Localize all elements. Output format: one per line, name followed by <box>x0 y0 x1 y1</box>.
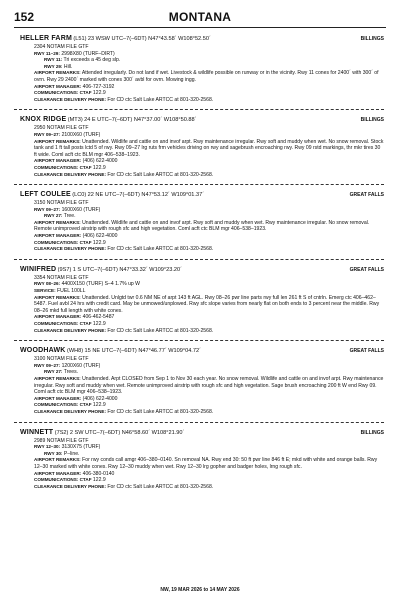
ctaf-frequency: 122.9 <box>92 164 106 171</box>
communications-label: COMMUNICATIONS: CTAF <box>34 402 92 408</box>
communications-label: COMMUNICATIONS: CTAF <box>34 90 92 96</box>
clearance-label: CLEARANCE DELIVERY PHONE: <box>34 96 106 102</box>
airport-list <box>20 34 384 493</box>
entry-title <box>20 34 384 44</box>
airport-remarks: Unattended. Arpt CLOSED from Sep 1 to Nov 30 each year. No snow removal. Wildlife and cattle on and invof arpt. Rwy maintenance irregular. Rwy soft and muddy when wet. Remote unimproved airstrip with rough sfc and high vegetation. Sage brush encroaching 200 ft W end Rwy 09. Coml acft ctc BLM mgr 406–538–1923. <box>34 375 384 396</box>
clearance-label: CLEARANCE DELIVERY PHONE: <box>34 327 106 333</box>
ctaf-frequency: 122.9 <box>92 477 106 484</box>
airport-location: 2 SW UTC–7(–6DT) N46°58.60´ W108°21.90´ <box>69 429 185 436</box>
entry-title <box>20 115 384 125</box>
clearance-label: CLEARANCE DELIVERY PHONE: <box>34 408 106 414</box>
runway-value: 4400X150 (TURF) S–4 1.7% up W <box>61 281 140 288</box>
manager-label: AIRPORT MANAGER: <box>34 314 82 320</box>
remarks-label: AIRPORT REMARKS: <box>34 219 81 225</box>
entry-separator <box>14 422 384 423</box>
airport-entry <box>20 428 384 494</box>
manager-label: AIRPORT MANAGER: <box>34 83 82 89</box>
airport-entry <box>20 346 384 418</box>
sectional-region: BILLINGS <box>360 117 384 124</box>
elevation-notam: 3150 NOTAM FILE GTF <box>34 200 89 207</box>
elevation-notam: 2950 NOTAM FILE GTF <box>34 125 89 132</box>
elevation-notam: 2304 NOTAM FILE GTF <box>34 44 89 50</box>
remarks-label: AIRPORT REMARKS: <box>34 457 81 463</box>
sectional-region: GREAT FALLS <box>349 266 384 273</box>
airport-remarks: Unattended. Wildlife and cattle on and invof arpt. Rwy soft and muddy when wet. Rwy maintenance irregular. No snow removal. Remote unimproved airstrip with rough sfc and high vegetation. Coml acft ctc BLM mgr 406–538–1923. <box>34 219 370 233</box>
runway-label: RWY 11–29: <box>34 50 60 56</box>
communications-label: COMMUNICATIONS: CTAF <box>34 239 92 245</box>
entry-separator <box>14 184 384 185</box>
service-label: SERVICE: <box>34 288 56 294</box>
runway-value: 1600X60 (TURF) <box>61 206 101 213</box>
entry-title <box>20 346 384 356</box>
clearance-phone: For CD ctc Salt Lake ARTCC at 801-320-2568. <box>107 327 214 334</box>
entry-title <box>20 428 384 438</box>
airport-name: WINNETT <box>20 428 54 436</box>
runway-value: 2998X80 (TURF–DIRT) <box>61 50 115 57</box>
manager-label: AIRPORT MANAGER: <box>34 233 82 239</box>
manager-phone: 406-462-5487 <box>82 314 115 321</box>
airport-remarks: Unattended. Unlgtd twr 0.6 NM NE of arpt 143 ft AGL. Rwy 08–26 pwr line parts rwy full len 261 ft S of cntrln. Emerg ctc 406–462–5487. Fuel avbl 24 hrs with credit card. May be unmowed/unplowed. Rwy sfc slope varies from nearly flat on both ends to 3 percent near the middle. Rwy 08–26 mkd full length with white cones. <box>34 294 380 314</box>
runway-end-label: RWY 27: <box>44 213 63 219</box>
runway-end-label: RWY 27: <box>44 369 63 375</box>
clearance-label: CLEARANCE DELIVERY PHONE: <box>34 171 106 177</box>
airport-name: KNOX RIDGE <box>20 116 67 124</box>
airport-entry <box>20 34 384 106</box>
sectional-region: GREAT FALLS <box>349 348 384 355</box>
manager-phone: (406) 622-4000 <box>82 233 118 240</box>
airport-name: HELLER FARM <box>20 35 72 42</box>
manager-label: AIRPORT MANAGER: <box>34 158 82 164</box>
clearance-label: CLEARANCE DELIVERY PHONE: <box>34 483 106 489</box>
ctaf-frequency: 122.9 <box>92 239 106 246</box>
airport-id: (L51) <box>73 36 87 42</box>
entry-separator <box>14 109 384 110</box>
airport-location: 1 S UTC–7(–6DT) N47°33.32´ W109°23.20´ <box>72 266 183 273</box>
airport-id: (MT3) <box>67 117 83 124</box>
runway-end-label: RWY 11: <box>44 57 63 63</box>
airport-location: 23 WSW UTC–7(–6DT) N47°43.58´ W108°52.50´ <box>87 36 211 42</box>
runway-end-label: RWY 30: <box>44 450 63 456</box>
elevation-notam: 3100 NOTAM FILE GTF <box>34 356 89 363</box>
ctaf-frequency: 122.9 <box>92 402 106 409</box>
clearance-phone: For CD ctc Salt Lake ARTCC at 801-320-2568. <box>107 408 214 415</box>
clearance-label: CLEARANCE DELIVERY PHONE: <box>34 246 106 252</box>
clearance-phone: For CD ctc Salt Lake ARTCC at 801-320-2568. <box>107 246 214 253</box>
runway-value: 1200X60 (TURF) <box>61 362 101 369</box>
airport-remarks: Unattended. Wildlife and cattle on and invof arpt. Rwy maintenance irregular. Rwy soft and muddy when wet. No snow removal. Stock tank and 1 ft tall posts lctd 5 of rwy. Rwy 09–27 lrg ruts frm vehicles driving on rwy and sagebrush encroaching rwy. Rwy 09 rstd markings, thr mkr tires 30 ft wide. Coml acft ctc BLM mgr 406–538–1923. <box>34 138 384 158</box>
communications-label: COMMUNICATIONS: CTAF <box>34 164 92 170</box>
runway-value: 3130X75 (TURF) <box>61 444 101 451</box>
runway-label: RWY 12–30: <box>34 444 61 450</box>
elevation-notam: 2989 NOTAM FILE GTF <box>34 437 89 444</box>
entry-title <box>20 190 384 200</box>
ctaf-frequency: 122.9 <box>92 90 106 97</box>
airport-id: (LC0) <box>72 192 87 199</box>
airport-location: 22 NE UTC–7(–6DT) N47°53.12´ W109°01.37´ <box>87 192 205 199</box>
runway-end-label: RWY 29: <box>44 63 63 69</box>
elevation-notam: 3354 NOTAM FILE GTF <box>34 274 89 281</box>
clearance-phone: For CD ctc Salt Lake ARTCC at 801-320-2568. <box>107 96 214 103</box>
remarks-label: AIRPORT REMARKS: <box>34 70 81 76</box>
edition-footer: NW, 19 MAR 2026 to 14 MAY 2026 <box>160 587 240 593</box>
runway-end-value: Hill. <box>63 63 73 70</box>
airport-entry <box>20 265 384 337</box>
manager-phone: (406) 622-4000 <box>82 395 118 402</box>
manager-label: AIRPORT MANAGER: <box>34 470 82 476</box>
manager-label: AIRPORT MANAGER: <box>34 395 82 401</box>
runway-label: RWY 09–27: <box>34 131 61 137</box>
service-value: FUEL 100LL <box>57 288 86 295</box>
airport-name: WINIFRED <box>20 265 57 273</box>
page-header <box>14 10 386 26</box>
ctaf-frequency: 122.9 <box>92 321 106 327</box>
airport-location: 15 NE UTC–7(–6DT) N47°46.77´ W109°04.72´ <box>84 348 201 355</box>
runway-end-value: P–line. <box>63 450 80 457</box>
runway-end-value: Tri exceeds a 45 deg slp. <box>63 57 121 64</box>
airport-remarks: Attended irregularly. Do not land if wet. Livestock & wildlife possible on runway or in the vicinity. Rwy 11 cones for 2400´ with 300´ of ovrn. Rwy 29 2400´ marked with cones 300´ avbl for ovrn. Mowing ingg. <box>34 70 379 83</box>
airport-location: 24 E UTC–7(–6DT) N47°37.00´ W108°50.88´ <box>84 117 197 124</box>
runway-label: RWY 09–27: <box>34 362 61 368</box>
runway-end-value: Tree. <box>63 213 76 220</box>
sectional-region: BILLINGS <box>360 36 384 42</box>
manager-phone: 406-380-0140 <box>82 470 115 477</box>
airport-remarks: For rwy conds call amgr 406–380–0140. Sn removal NA. Rwy end 30: 50 ft pwr line 846 ft E; mkd with white and orange balls. Rwy 12–30 marked with white cones. Rwy 12–30 muddy when wet. Rwy 12–30 lrg gopher and badger holes, lrng rough sfc. <box>34 457 378 470</box>
entry-separator <box>14 340 384 341</box>
airport-id: (WH8) <box>66 348 84 355</box>
remarks-label: AIRPORT REMARKS: <box>34 294 81 300</box>
runway-value: 2100X60 (TURF) <box>61 131 101 138</box>
sectional-region: BILLINGS <box>360 429 384 436</box>
communications-label: COMMUNICATIONS: CTAF <box>34 477 92 483</box>
airport-name: WOODHAWK <box>20 347 66 355</box>
airport-id: (9S7) <box>57 266 72 273</box>
airport-name: LEFT COULEE <box>20 191 71 199</box>
runway-label: RWY 09–27: <box>34 206 61 212</box>
remarks-label: AIRPORT REMARKS: <box>34 138 81 144</box>
entry-title <box>20 265 384 275</box>
header-rule <box>14 27 386 28</box>
manager-phone: 406-727-3192 <box>82 83 115 90</box>
manager-phone: (406) 622-4000 <box>82 158 118 165</box>
clearance-phone: For CD ctc Salt Lake ARTCC at 801-320-2568. <box>107 171 214 178</box>
state-title: MONTANA <box>168 10 232 24</box>
sectional-region: GREAT FALLS <box>349 192 384 199</box>
runway-label: RWY 08–26: <box>34 281 61 287</box>
runway-end-value: Trees. <box>63 369 79 376</box>
airport-id: (7S2) <box>54 429 69 436</box>
entry-separator <box>14 259 384 260</box>
page-number: 152 <box>14 10 35 24</box>
communications-label: COMMUNICATIONS: CTAF <box>34 321 92 326</box>
clearance-phone: For CD ctc Salt Lake ARTCC at 801-320-2568. <box>107 483 214 490</box>
airport-entry <box>20 115 384 181</box>
remarks-label: AIRPORT REMARKS: <box>34 375 81 381</box>
airport-entry <box>20 190 384 256</box>
